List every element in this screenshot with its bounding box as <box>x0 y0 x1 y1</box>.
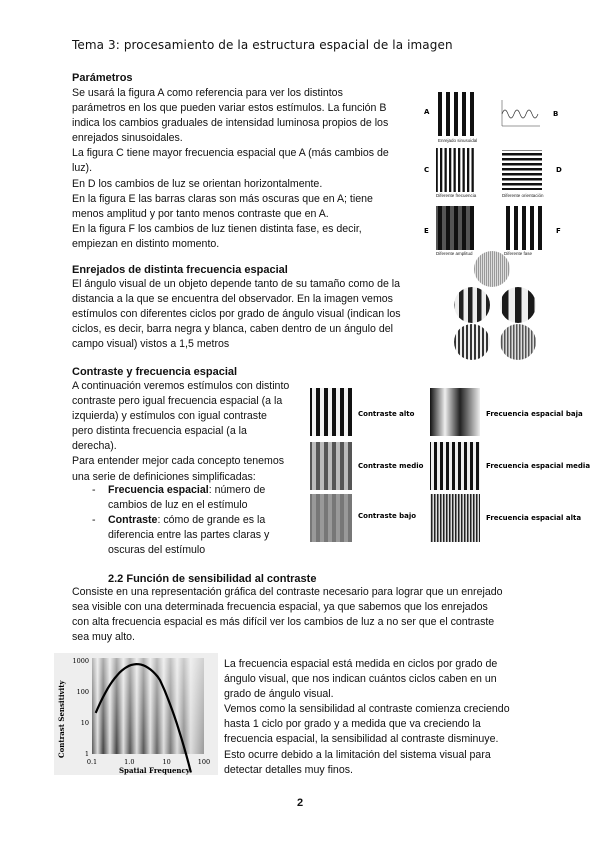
label-a: A <box>424 108 430 116</box>
text-line: Vemos como la sensibilidad al contraste comienza creciendo <box>224 703 510 716</box>
circular-gratings-figure <box>450 250 550 362</box>
label-frecuencia-baja: Frecuencia espacial baja <box>486 410 583 418</box>
grating-low-contrast <box>310 494 352 542</box>
text-line: ciclos, es decir, barra negra y blanca, caben dentro de un ángulo del <box>72 323 393 336</box>
definition-contraste: - Contraste: cómo de grande es la <box>92 514 266 527</box>
label-contraste-alto: Contraste alto <box>358 410 415 418</box>
text-line: indica los cambios graduales de intensidad luminosa propios de los <box>72 117 389 130</box>
text-line: En D los cambios de luz se orientan horizontalmente. <box>72 177 323 190</box>
text-line: campo visual) vistos a 1,5 metros <box>72 338 230 351</box>
definition-term: Frecuencia espacial <box>108 484 209 496</box>
enrejados-text <box>72 277 401 352</box>
section-title-contraste: Contraste y frecuencia espacial <box>72 366 238 378</box>
grating-c <box>436 148 474 192</box>
label-d: D <box>556 166 562 174</box>
label-e: E <box>424 227 429 235</box>
sensibilidad-text <box>72 585 503 645</box>
csf-chart <box>54 653 218 775</box>
text-line: luz). <box>72 162 93 175</box>
definitions-list <box>92 483 269 558</box>
contraste-text <box>72 379 289 485</box>
caption-c: Diferente frecuencia <box>436 193 477 198</box>
page-number: 2 <box>296 797 304 809</box>
definition-frecuencia: - Frecuencia espacial: número de <box>92 484 266 496</box>
y-tick-label: 100 <box>76 688 89 696</box>
text-line: Se usará la figura A como referencia para ver los distintos <box>72 87 343 99</box>
grating-e <box>436 206 474 250</box>
text-line: sea visible con una determinada frecuencia espacial, ya que sabemos que los enrejados <box>72 601 488 614</box>
caption-f: Diferente fase <box>504 251 533 256</box>
caption-a: Enrejado sinusoidal <box>438 138 478 143</box>
definition-text: : cómo de grande es la <box>157 514 266 527</box>
grating-high-frequency <box>430 494 480 542</box>
text-line: contraste pero igual frecuencia espacial (a la <box>72 395 283 408</box>
definition-text: diferencia entre las partes claras y <box>108 529 270 542</box>
contrast-frequency-figure <box>308 386 591 544</box>
grating-medium-frequency <box>430 442 480 490</box>
grating-disc-very-low <box>500 287 536 323</box>
text-line: detectar detalles muy finos. <box>224 763 353 776</box>
text-line: con alta frecuencia espacial es más difícil ver los cambios de luz a no ser que el contraste <box>72 616 495 629</box>
grating-a <box>436 92 474 136</box>
grating-medium-contrast <box>310 442 352 490</box>
text-line: Esto ocurre debido a la limitación del sistema visual para <box>224 748 491 761</box>
label-b: B <box>553 110 559 118</box>
definition-text: : número de <box>208 484 266 496</box>
text-line: ángulo visual, que nos indican cuántos ciclos caben en un <box>224 673 497 686</box>
grating-parameters-figure <box>422 88 582 264</box>
grating-low-frequency <box>430 388 480 436</box>
grating-disc-very-high <box>474 251 510 287</box>
label-frecuencia-media: Frecuencia espacial media <box>486 462 591 470</box>
grating-disc-medium <box>454 324 490 360</box>
text-line: Consiste en una representación gráfica del contraste necesario para lograr que un enrejado <box>72 586 503 598</box>
text-line: parámetros en los que pueden variar estos estímulos. La función B <box>72 102 387 115</box>
text-line: En la figura F los cambios de luz tienen distinta fase, es decir, <box>72 222 362 235</box>
text-line: En la figura E las barras claras son más oscuras que en A; tiene <box>72 192 373 205</box>
grating-f <box>502 206 542 250</box>
parametros-text <box>72 86 389 252</box>
text-line: una serie de definiciones simplificadas: <box>72 470 256 483</box>
page-header: Tema 3: procesamiento de la estructura espacial de la imagen <box>72 38 453 52</box>
sensibilidad-side-text <box>224 657 510 778</box>
text-line: distancia a la que se encuentra del observador. En la imagen vemos <box>72 293 393 306</box>
text-line: A continuación veremos estímulos con distinto <box>72 380 290 392</box>
x-tick-label: 0.1 <box>86 758 98 766</box>
text-line: El ángulo visual de un objeto depende tanto de su tamaño como de la <box>72 278 401 290</box>
label-contraste-bajo: Contraste bajo <box>358 512 417 520</box>
section-title-parametros: Parámetros <box>72 72 133 84</box>
text-line: empiezan en distinto momento. <box>72 237 220 250</box>
x-axis-label: Spatial Frequency <box>119 766 190 775</box>
text-line: La figura C tiene mayor frecuencia espacial que A (más cambios de <box>72 147 389 160</box>
section-title-enrejados: Enrejados de distinta frecuencia espacial <box>72 264 288 276</box>
label-contraste-medio: Contraste medio <box>358 462 424 470</box>
y-axis-label: Contrast Sensitivity <box>57 680 66 758</box>
text-line: hasta 1 ciclo por grado y a medida que va creciendo la <box>224 718 481 731</box>
grating-disc-low <box>454 287 490 323</box>
text-line: Para entender mejor cada concepto tenemos <box>72 455 285 468</box>
definition-text: cambios de luz en el estímulo <box>108 499 248 512</box>
caption-d: Diferente orientación <box>502 193 544 198</box>
text-line: frecuencia espacial, la sensibilidad al contraste disminuye. <box>224 733 499 746</box>
text-line: menos amplitud y por tanto menos contraste que en A. <box>72 207 329 220</box>
grating-disc-high <box>500 324 536 360</box>
grating-d <box>502 150 542 190</box>
x-tick-label: 100 <box>197 758 211 766</box>
x-tick-label: 10 <box>162 758 171 766</box>
y-tick-label: 10 <box>80 719 89 727</box>
label-frecuencia-alta: Frecuencia espacial alta <box>486 514 582 522</box>
text-line: La frecuencia espacial está medida en ciclos por grado de <box>224 658 498 670</box>
text-line: estímulos con diferentes ciclos por grado de ángulo visual (indican los <box>72 308 401 321</box>
text-line: pero distinta frecuencia espacial (a la <box>72 425 247 438</box>
caption-e: Diferente amplitud <box>436 251 473 256</box>
text-line: sea muy alto. <box>72 631 136 644</box>
x-tick-label: 1.0 <box>124 758 135 766</box>
text-line: izquierda) y estímulos con igual contraste <box>72 410 267 423</box>
text-line: derecha). <box>72 440 117 453</box>
definition-text: oscuras del estímulo <box>108 544 206 557</box>
grating-high-contrast <box>310 388 352 436</box>
y-tick-label: 1000 <box>72 657 89 665</box>
label-f: F <box>556 227 561 235</box>
text-line: enrejados sinusoidales. <box>72 132 183 145</box>
text-line: grado de ángulo visual. <box>224 688 334 701</box>
y-tick-label: 1 <box>84 750 89 758</box>
definition-term: Contraste <box>108 514 158 527</box>
sine-wave-b <box>502 110 538 118</box>
label-c: C <box>424 166 430 174</box>
section-title-sensibilidad: 2.2 Función de sensibilidad al contraste <box>108 573 317 585</box>
